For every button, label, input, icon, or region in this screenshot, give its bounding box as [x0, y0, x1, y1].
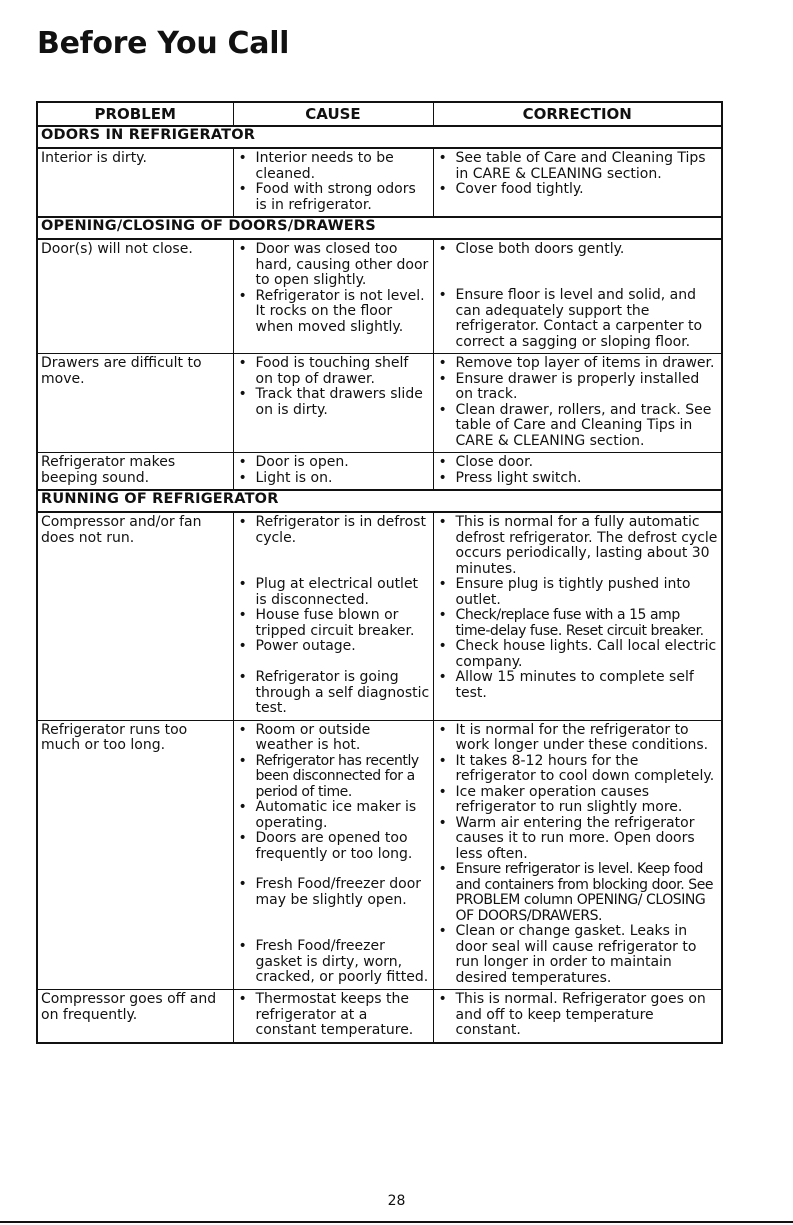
- correction-item: • This is normal. Refrigerator goes on and off to keep temperature constant.: [437, 992, 719, 1039]
- correction-cell: [433, 239, 722, 354]
- cause-item: • Power outage.: [237, 639, 430, 670]
- problem-cell: Door(s) will not close.: [37, 239, 233, 354]
- correction-item: • Ensure plug is tightly pushed into outlet.: [437, 577, 719, 608]
- bottom-rule: [0, 1221, 793, 1223]
- table-header-row: [37, 102, 722, 126]
- table-row: [37, 720, 722, 990]
- correction-cell: [433, 354, 722, 453]
- correction-item: • Clean or change gasket. Leaks in door seal will cause refrigerator to run longer in order to maintain desired temperatures.: [437, 924, 719, 986]
- correction-item: • See table of Care and Cleaning Tips in CARE & CLEANING section.: [437, 151, 719, 182]
- correction-item: • Check house lights. Call local electric company.: [437, 639, 719, 670]
- correction-item: • Warm air entering the refrigerator causes it to run more. Open doors less often.: [437, 816, 719, 863]
- cause-item: • Refrigerator has recently been disconnected for a period of time.: [237, 754, 430, 801]
- correction-item: • Cover food tightly.: [437, 182, 719, 198]
- header-problem: PROBLEM: [37, 102, 233, 126]
- section-header-odors: [37, 126, 722, 148]
- correction-item: • Remove top layer of items in drawer.: [437, 356, 719, 372]
- correction-item: • Check/replace fuse with a 15 amp time-delay fuse. Reset circuit breaker.: [437, 608, 719, 639]
- correction-cell: [433, 512, 722, 720]
- cause-item: • Doors are opened too frequently or too long.: [237, 831, 430, 877]
- correction-item: • Ice maker operation causes refrigerator to run slightly more.: [437, 785, 719, 816]
- correction-item: • Allow 15 minutes to complete self test.: [437, 670, 719, 701]
- table-row: [37, 512, 722, 720]
- cause-cell: [233, 453, 433, 491]
- correction-item: • Close both doors gently.: [437, 242, 719, 288]
- problem-cell: Interior is dirty.: [37, 148, 233, 217]
- cause-item: • Food is touching shelf on top of drawer.: [237, 356, 430, 387]
- problem-cell: Refrigerator runs too much or too long.: [37, 720, 233, 990]
- cause-item: • Plug at electrical outlet is disconnected.: [237, 577, 430, 608]
- cause-item: • Refrigerator is in defrost cycle.: [237, 515, 430, 577]
- section-header-running: [37, 490, 722, 512]
- correction-cell: [433, 453, 722, 491]
- cause-item: • Door is open.: [237, 455, 430, 471]
- correction-item: • Ensure floor is level and solid, and can adequately support the refrigerator. Contact a carpenter to correct a sagging or sloping floor.: [437, 288, 719, 350]
- table-row: [37, 990, 722, 1043]
- header-correction: CORRECTION: [433, 102, 722, 126]
- section-header-doors: [37, 217, 722, 239]
- correction-item: • Ensure refrigerator is level. Keep food and containers from blocking door. See PROBLEM column OPENING/ CLOSING OF DOORS/DRAWERS.: [437, 862, 719, 924]
- cause-cell: [233, 990, 433, 1043]
- problem-cell: Compressor goes off and on frequently.: [37, 990, 233, 1043]
- cause-item: • Thermostat keeps the refrigerator at a constant temperature.: [237, 992, 430, 1039]
- correction-cell: [433, 990, 722, 1043]
- correction-item: • It is normal for the refrigerator to work longer under these conditions.: [437, 723, 719, 754]
- correction-item: • Ensure drawer is properly installed on track.: [437, 372, 719, 403]
- correction-item: • This is normal for a fully automatic defrost refrigerator. The defrost cycle occurs periodically, lasting about 30 minutes.: [437, 515, 719, 577]
- cause-cell: [233, 512, 433, 720]
- cause-item: • Track that drawers slide on is dirty.: [237, 387, 430, 418]
- correction-cell: [433, 720, 722, 990]
- section-title: RUNNING OF REFRIGERATOR: [37, 490, 722, 512]
- cause-item: • Refrigerator is going through a self diagnostic test.: [237, 670, 430, 717]
- problem-cell: Compressor and/or fan does not run.: [37, 512, 233, 720]
- cause-item: • Room or outside weather is hot.: [237, 723, 430, 754]
- cause-item: • Automatic ice maker is operating.: [237, 800, 430, 831]
- cause-cell: [233, 239, 433, 354]
- troubleshooting-table: [36, 101, 723, 1044]
- cause-cell: [233, 148, 433, 217]
- page-title: Before You Call: [37, 26, 290, 61]
- correction-cell: [433, 148, 722, 217]
- cause-item: • Fresh Food/freezer gasket is dirty, worn, cracked, or poorly fitted.: [237, 939, 430, 986]
- table-row: [37, 148, 722, 217]
- cause-item: • Door was closed too hard, causing other door to open slightly.: [237, 242, 430, 289]
- section-title: OPENING/CLOSING OF DOORS/DRAWERS: [37, 217, 722, 239]
- table-row: [37, 239, 722, 354]
- cause-cell: [233, 720, 433, 990]
- section-title: ODORS IN REFRIGERATOR: [37, 126, 722, 148]
- page-number: 28: [387, 1193, 406, 1209]
- correction-item: • Clean drawer, rollers, and track. See table of Care and Cleaning Tips in CARE & CLEANING section.: [437, 403, 719, 450]
- cause-item: • Light is on.: [237, 471, 430, 487]
- correction-item: • Close door.: [437, 455, 719, 471]
- table-row: [37, 354, 722, 453]
- header-cause: CAUSE: [233, 102, 433, 126]
- cause-item: • House fuse blown or tripped circuit breaker.: [237, 608, 430, 639]
- problem-cell: Refrigerator makes beeping sound.: [37, 453, 233, 491]
- cause-item: • Refrigerator is not level. It rocks on the floor when moved slightly.: [237, 289, 430, 336]
- cause-item: • Fresh Food/freezer door may be slightly open.: [237, 877, 430, 939]
- cause-item: • Food with strong odors is in refrigerator.: [237, 182, 430, 213]
- problem-cell: Drawers are difficult to move.: [37, 354, 233, 453]
- correction-item: • Press light switch.: [437, 471, 719, 487]
- cause-cell: [233, 354, 433, 453]
- table-row: [37, 453, 722, 491]
- cause-item: • Interior needs to be cleaned.: [237, 151, 430, 182]
- correction-item: • It takes 8-12 hours for the refrigerator to cool down completely.: [437, 754, 719, 785]
